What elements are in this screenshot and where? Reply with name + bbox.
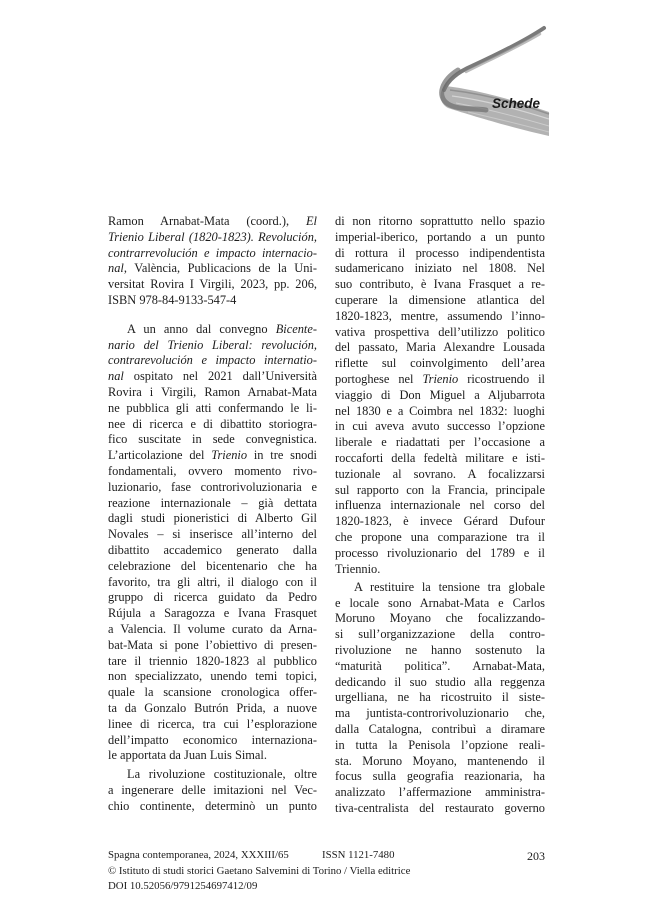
italic-text: contrarrevolución e impacto internacio- xyxy=(108,245,317,260)
text-line: luzionario, fase controrivoluzionaria e xyxy=(108,479,317,494)
text-line: La rivoluzione costituzionale, oltre xyxy=(127,767,317,782)
text-line: in cui aveva avuto successo l’opzione xyxy=(335,419,545,434)
text-line: Novales – si inserisce all’interno del xyxy=(108,527,317,542)
text-line: tare il triennio 1820-1823 al pubblico xyxy=(108,653,317,668)
text-line: non specializzato, unendo temi topici, xyxy=(108,669,317,684)
text-line: in tutta la Penisola l’opzione reali- xyxy=(335,737,545,752)
italic-text: Trienio Liberal (1820-1823). Revolución, xyxy=(108,229,317,244)
text-line: Rújula a Saragozza e Ivana Frasquet xyxy=(108,606,317,621)
text-segment: , València, Publicacions de la Uni- xyxy=(123,261,317,276)
text-line: dedicando il suo studio alla reggenza xyxy=(335,674,545,689)
issn: ISSN 1121-7480 xyxy=(322,849,395,861)
doi-line: DOI 10.52056/9791254697412/09 xyxy=(108,880,258,892)
section-label: Schede xyxy=(492,96,541,111)
text-line: dell’impatto economico internaziona- xyxy=(108,732,317,747)
text-line: celebrazione del bicentenario che ha xyxy=(108,558,317,573)
text-line: reazione internazionale – già dettata xyxy=(108,495,317,510)
text-line: viaggio di Don Miguel a Aljubarrota xyxy=(335,387,545,402)
text-line: vativa prospettiva dell’utilizzo politico xyxy=(335,324,545,339)
text-line: analizzato l’affermazione amministra- xyxy=(335,785,545,800)
text-segment: L’articolazione del xyxy=(108,448,212,463)
text-line: 1820-1823, mentre, assumendo l’inno- xyxy=(335,308,545,323)
text-line: A restituire la tensione tra globale xyxy=(354,579,545,594)
text-line xyxy=(108,322,317,338)
text-line: e locale sono Arnabat-Mata e Carlos xyxy=(335,595,545,610)
text-line: di rottura il processo indipendentista xyxy=(335,245,545,260)
text-segment: ricostruendo il xyxy=(458,371,545,386)
text-segment: portoghese nel xyxy=(335,371,423,386)
text-line: urgelliana, ne ha ricostruito il siste- xyxy=(335,690,545,705)
text-line: sudamericano iniziato nel 1808. Nel xyxy=(335,261,545,276)
text-line: ISBN 978-84-9133-547-4 xyxy=(108,292,237,307)
text-line: del passato, Maria Alexandre Lousada xyxy=(335,340,545,355)
text-line: imperial-iberico, portando a un punto xyxy=(335,229,545,244)
paragraph-continuation xyxy=(335,214,545,577)
text-segment: in tre snodi xyxy=(247,448,317,463)
text-line: Moruno Moyano che focalizzando- xyxy=(335,611,545,626)
text-line: tiva-centralista del restaurato governo xyxy=(335,800,545,815)
text-line: roccaforti della fedeltà militare e isti- xyxy=(335,450,545,465)
text-line: chio continente, determinò un punto xyxy=(108,798,317,813)
text-line: cuperare la dimensione atlantica del xyxy=(335,292,545,307)
text-line xyxy=(335,372,545,388)
text-line xyxy=(108,214,317,230)
italic-text: Trienio xyxy=(211,448,248,463)
brush-upper-stroke xyxy=(466,34,540,72)
text-line: liberale e riadattati per l’occasione a xyxy=(335,435,545,450)
text-line: a Valencia. Il volume curato da Arna- xyxy=(108,621,317,636)
text-line: focus sulla geografia reazionaria, ha xyxy=(335,769,545,784)
left-column xyxy=(108,214,317,814)
text-line: di non ritorno soprattutto nello spazio xyxy=(335,214,545,228)
journal-info: Spagna contemporanea, 2024, XXXIII/65 xyxy=(108,849,289,861)
text-line xyxy=(108,448,317,464)
text-line: processo rivoluzionario del 1789 e il xyxy=(335,545,545,560)
text-line: a ingenerare delle imitazioni nel Vec- xyxy=(108,782,317,797)
right-column xyxy=(335,214,545,817)
text-line: le apportata da Juan Luis Simal. xyxy=(108,748,267,763)
text-line: gruppo di ricerca guidato da Pedro xyxy=(108,590,317,605)
text-line: riflette sul coinvolgimento dell’area xyxy=(335,356,545,371)
text-line: Triennio. xyxy=(335,561,381,576)
text-line xyxy=(108,338,317,354)
italic-text: Trienio xyxy=(422,371,459,386)
paragraph xyxy=(335,580,545,817)
footer-journal-row xyxy=(108,848,545,864)
text-segment: Ramon Arnabat-Mata (coord.), xyxy=(108,214,306,228)
text-line: dagli studi pioneristici di Alberto Gil xyxy=(108,511,317,526)
text-line: nel 1830 e a Coimbra nel 1832: luoghi xyxy=(335,403,545,418)
italic-text: contrarevolución e impacto internatio- xyxy=(108,353,317,368)
text-line xyxy=(108,246,317,262)
text-line: rivoluzione ne hanno sostenuto la xyxy=(335,643,545,658)
text-line: sta. Moruno Moyano, mantenendo il xyxy=(335,753,545,768)
text-line: ne pubblica gli atti confermando le li- xyxy=(108,400,317,415)
text-line xyxy=(108,369,317,385)
paragraph xyxy=(108,767,317,814)
text-line: sul rapporto con la Francia, principale xyxy=(335,482,545,497)
italic-text: nal xyxy=(108,369,124,384)
text-line: influenza internazionale nel corso del xyxy=(335,498,545,513)
text-segment: ospitato nel 2021 dall’Università xyxy=(123,369,317,384)
text-line xyxy=(108,353,317,369)
text-line: ma juntista-controrivoluzionario che, xyxy=(335,706,545,721)
text-line: che propone una comparazione tra il xyxy=(335,529,545,544)
text-line: si sull’organizzazione della contro- xyxy=(335,627,545,642)
text-line xyxy=(108,230,317,246)
text-line: favorito, tra gli altri, il dialogo con il xyxy=(108,574,317,589)
text-line: suo contributo, è Ivana Frasquet a re- xyxy=(335,277,545,292)
page-footer xyxy=(108,848,545,895)
italic-text: nario del Trienio Liberal: revolución, xyxy=(108,337,317,352)
italic-text: El xyxy=(305,214,317,228)
text-line: nee di ricerca e di dibattito storiogra- xyxy=(108,416,317,431)
brush-stroke-decoration xyxy=(428,24,553,142)
text-line: Rovira i Virgili, Ramon Arnabat-Mata xyxy=(108,384,317,399)
text-line xyxy=(108,261,317,277)
text-line: bat-Mata si pone l’obiettivo di presen- xyxy=(108,637,317,652)
text-line: quale la scansione cronologica offer- xyxy=(108,685,317,700)
text-line: fico suscitate in sede convegnistica. xyxy=(108,432,317,447)
text-line: dalla Catalogna, contribuì a diramare xyxy=(335,722,545,736)
italic-text: nal xyxy=(108,261,124,276)
text-line: fondamentali, ovvero momento rivo- xyxy=(108,463,317,478)
text-line: “maturità politica”. Arnabat-Mata, xyxy=(335,658,545,673)
text-line: versitat Rovira I Virgili, 2023, pp. 206, xyxy=(108,277,317,292)
text-segment: A un anno dal convegno xyxy=(127,321,276,336)
copyright-line: © Istituto di studi storici Gaetano Salvemini di Torino / Viella editrice xyxy=(108,864,411,877)
text-line: tuzionale al sovrano. A focalizzarsi xyxy=(335,466,545,481)
page-number: 203 xyxy=(527,849,545,863)
text-line: linee di ricerca, tra cui l’esplorazione xyxy=(108,716,317,731)
text-line: ta da Gonzalo Butrón Prida, a nuove xyxy=(108,700,317,715)
italic-text: Bicente- xyxy=(275,321,317,336)
text-line: dibattito accademico generato dalla xyxy=(108,542,317,557)
text-line: 1820-1823, è invece Gérard Dufour xyxy=(335,514,545,529)
book-citation xyxy=(108,214,317,309)
paragraph xyxy=(108,322,317,764)
